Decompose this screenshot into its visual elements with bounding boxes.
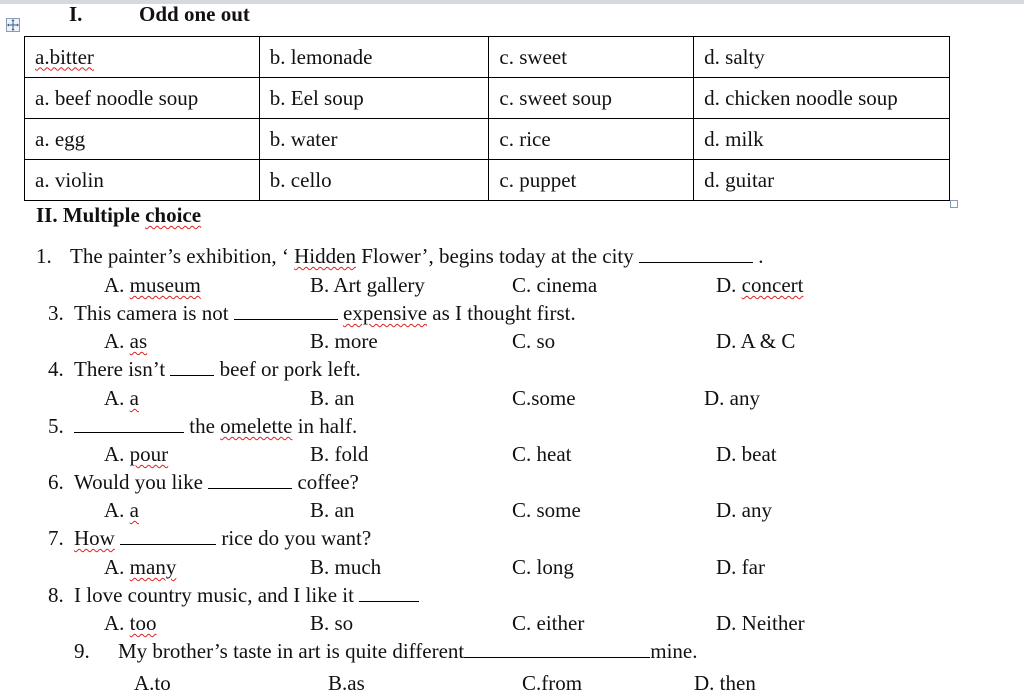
option-b[interactable]: B. an (310, 386, 355, 410)
option-label: A. (104, 273, 130, 297)
q9-text-b: mine. (650, 639, 698, 663)
odd-one-out-table (24, 36, 950, 201)
q3-text-a: This camera is not (74, 301, 229, 325)
option-b[interactable]: B. so (310, 611, 354, 635)
option-word: pour (129, 442, 169, 466)
option-c[interactable]: C. long (512, 555, 574, 579)
option-c[interactable]: C. heat (512, 442, 572, 466)
question-9-number: 9. (74, 639, 90, 663)
q5-text-c: in half. (292, 414, 358, 438)
option-a[interactable] (104, 441, 168, 467)
table-move-handle-icon[interactable] (6, 18, 20, 32)
option-b[interactable]: B. more (310, 329, 378, 353)
option-a[interactable] (104, 497, 139, 523)
option-d[interactable]: D. any (704, 386, 760, 410)
option-word: concert (741, 273, 804, 297)
q9-text-a: My brother’s taste in art is quite different (118, 639, 465, 663)
option-b[interactable]: B. an (310, 498, 355, 522)
option-c[interactable]: C. so (512, 329, 556, 353)
option-word: museum (129, 273, 201, 297)
option-d[interactable] (716, 272, 803, 298)
option-word: many (129, 555, 177, 579)
answer-blank[interactable] (639, 244, 753, 263)
option-d[interactable]: D. beat (716, 442, 777, 466)
question-5-text (74, 413, 357, 439)
question-6-number: 6. (48, 470, 64, 494)
section-2-title (36, 203, 201, 228)
q6-text-a: Would you like (74, 470, 203, 494)
question-7-number: 7. (48, 526, 64, 550)
q6-text-b: coffee? (292, 470, 359, 494)
option-d[interactable]: D. A & C (716, 329, 796, 353)
option-b[interactable]: B. Art gallery (310, 273, 425, 297)
option-word: as (129, 329, 148, 353)
option-label: A. (104, 611, 130, 635)
option-label: A. (104, 386, 130, 410)
option-word: a (129, 498, 139, 522)
option-word: a (129, 386, 139, 410)
table-row (25, 160, 950, 201)
option-word: too (129, 611, 157, 635)
question-8-number: 8. (48, 583, 64, 607)
q1-text-end: . (758, 244, 764, 268)
option-d[interactable]: D. far (716, 555, 765, 579)
table-cell[interactable]: b. water (259, 119, 489, 160)
answer-blank[interactable] (74, 414, 184, 433)
table-cell[interactable]: d. guitar (694, 160, 950, 201)
answer-blank[interactable] (359, 583, 419, 602)
answer-blank[interactable] (120, 526, 216, 545)
q1-text-b: Hidden (294, 244, 356, 268)
option-label: A. (104, 498, 130, 522)
question-5-number: 5. (48, 414, 64, 438)
answer-blank[interactable] (208, 470, 292, 489)
option-a[interactable] (104, 610, 157, 636)
q5-text-a: the (184, 414, 221, 438)
option-c[interactable]: C. cinema (512, 273, 598, 297)
table-row (25, 119, 950, 160)
q7-text-a: How (74, 526, 115, 550)
table-cell[interactable]: d. milk (694, 119, 950, 160)
question-3-text (74, 300, 576, 326)
option-d[interactable]: D. Neither (716, 611, 805, 635)
question-9-text (118, 638, 697, 664)
answer-blank[interactable] (234, 301, 338, 320)
table-cell[interactable]: a. beef noodle soup (25, 78, 260, 119)
option-c[interactable]: C. some (512, 498, 581, 522)
table-cell[interactable]: c. sweet soup (489, 78, 694, 119)
section-2-title-word: choice (145, 203, 202, 227)
table-cell[interactable]: a. egg (25, 119, 260, 160)
option-c[interactable]: C.from (522, 671, 583, 695)
option-a[interactable] (104, 272, 201, 298)
q1-text-a: The painter’s exhibition, ‘ (70, 244, 295, 268)
section-number: I. (69, 2, 83, 26)
option-a[interactable]: A.to (134, 671, 171, 695)
q8-text-a: I love country music, and I like it (74, 583, 354, 607)
question-4-text (74, 356, 361, 382)
q7-text-b: rice do you want? (216, 526, 372, 550)
answer-blank[interactable] (464, 639, 650, 658)
table-row (25, 37, 950, 78)
answer-blank[interactable] (170, 357, 214, 376)
table-cell[interactable]: b. Eel soup (259, 78, 489, 119)
option-a[interactable] (104, 328, 147, 354)
question-3-number: 3. (48, 301, 64, 325)
option-b[interactable]: B. much (310, 555, 382, 579)
question-4-number: 4. (48, 357, 64, 381)
q3-text-c: as I thought first. (427, 301, 576, 325)
option-a[interactable] (104, 385, 139, 411)
option-b[interactable]: B. fold (310, 442, 369, 466)
option-d[interactable]: D. then (694, 671, 756, 695)
table-cell[interactable] (25, 37, 260, 78)
q1-text-c: Flower’, begins today at the city (355, 244, 634, 268)
table-cell[interactable]: c. puppet (489, 160, 694, 201)
option-c[interactable]: C. either (512, 611, 585, 635)
q4-text-a: There isn’t (74, 357, 166, 381)
question-1-number: 1. (36, 244, 52, 268)
option-label: A. (104, 555, 130, 579)
table-row (25, 78, 950, 119)
question-6-text (74, 469, 359, 495)
table-cell[interactable]: d. chicken noodle soup (694, 78, 950, 119)
option-a[interactable] (104, 554, 176, 580)
option-label: A. (104, 329, 130, 353)
table-cell[interactable]: d. salty (694, 37, 950, 78)
section-title: Odd one out (139, 2, 250, 26)
table-resize-handle[interactable] (950, 200, 958, 208)
option-label: A. (104, 442, 130, 466)
table-cell[interactable]: b. cello (259, 160, 489, 201)
q3-text-b: expensive (343, 301, 428, 325)
q4-text-b: beef or pork left. (214, 357, 361, 381)
question-7-text (74, 525, 371, 551)
q5-text-b: omelette (220, 414, 293, 438)
option-label: D. (716, 273, 742, 297)
option-c[interactable]: C.some (512, 386, 576, 410)
table-cell[interactable]: b. lemonade (259, 37, 489, 78)
option-d[interactable]: D. any (716, 498, 772, 522)
section-2-title-text: II. Multiple (36, 203, 146, 227)
table-cell[interactable]: c. sweet (489, 37, 694, 78)
cell-text: a.bitter (35, 44, 94, 69)
question-1-text (70, 243, 764, 269)
table-cell[interactable]: c. rice (489, 119, 694, 160)
table-cell[interactable]: a. violin (25, 160, 260, 201)
option-b[interactable]: B.as (328, 671, 365, 695)
question-8-text (74, 582, 419, 608)
